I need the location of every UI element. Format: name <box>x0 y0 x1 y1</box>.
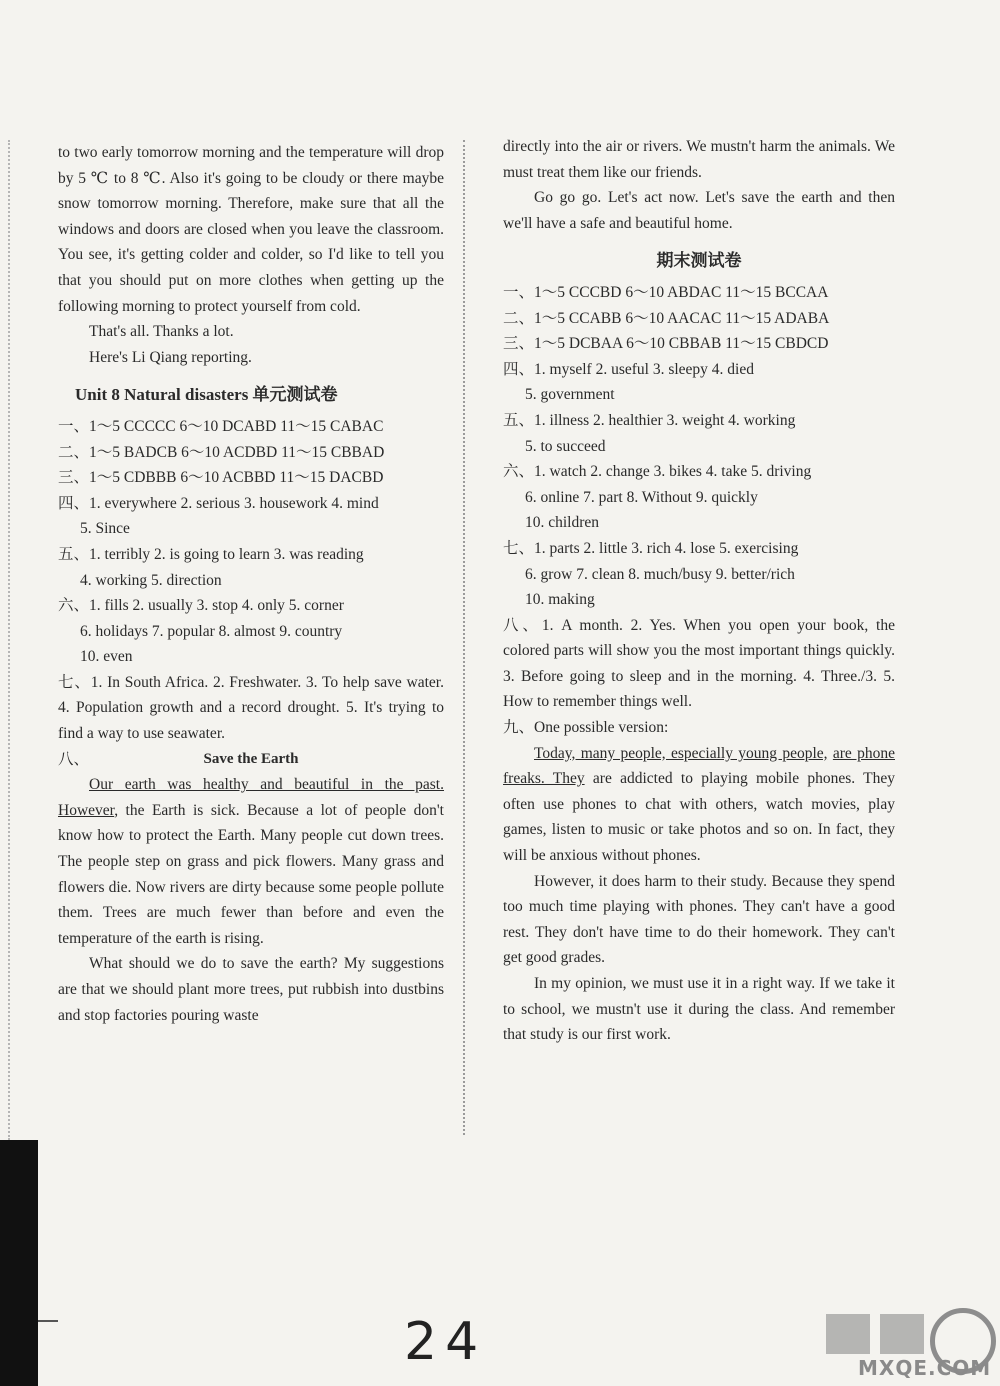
unit8-answer-row <box>58 440 444 466</box>
unit8-q8 <box>58 747 444 773</box>
watermark-block-mid <box>880 1314 924 1354</box>
answer-row-label: 五、 <box>58 545 90 563</box>
final-answer-row <box>503 306 895 332</box>
answer-row-label: 四、 <box>503 360 535 378</box>
final-answer-row <box>503 510 895 536</box>
answer-row-label: 一、 <box>503 283 535 301</box>
answer-row-label: 五、 <box>503 411 535 429</box>
final-q8-text: 1. A month. 2. Yes. When you open your book, the colored parts will show you the most important things quickly. 3. Before going to sleep and in the morning. 4. Three./3. 5. How to remember things well. <box>503 616 895 711</box>
answer-row-label: 七、 <box>503 539 535 557</box>
answer-row-text: 1～5 CCCBD 6～10 ABDAC 11～15 BCCAA <box>534 283 829 301</box>
intro-paragraph-1: to two early tomorrow morning and the temperature will drop by 5 ℃ to 8 ℃. Also it's going to be cloudy or there maybe snow tomorrow morning. Therefore, make sure that all the windows and doors are closed when you leave the classroom. You see, it's getting colder and colder, so I'd like to tell you that you should put on more clothes when getting up the following morning to protect yourself from cold. <box>58 144 444 315</box>
q7-label: 七、 <box>58 673 91 691</box>
final-answer-row <box>503 408 895 434</box>
final-essay-underlined-2: are phone freaks. They <box>503 744 895 788</box>
answer-row-label: 二、 <box>503 309 535 327</box>
essay-paragraph-2: What should we do to save the earth? My suggestions are that we should plant more trees, put rubbish into dustbins and stop factories pouring waste <box>58 955 444 1024</box>
essay-continued-2: Go go go. Let's act now. Let's save the earth and then we'll have a safe and beautiful home. <box>503 189 895 232</box>
final-exam-heading: 期末测试卷 <box>656 251 742 271</box>
answer-row-text: 1～5 CCABB 6～10 AACAC 11～15 ADABA <box>534 309 830 327</box>
intro-paragraph-2: That's all. Thanks a lot. <box>89 323 234 341</box>
unit8-answer-row <box>58 414 444 440</box>
final-answer-row <box>503 536 895 562</box>
final-q8 <box>503 613 895 715</box>
answer-row-text: 6. online 7. part 8. Without 9. quickly <box>525 488 758 506</box>
answer-row-text: 1～5 DCBAA 6～10 CBBAB 11～15 CBDCD <box>534 335 829 353</box>
essay-underlined-1: Our earth was healthy and beautiful in the past. <box>89 776 444 794</box>
answer-row-text: 1～5 BADCB 6～10 ACDBD 11～15 CBBAD <box>89 443 385 461</box>
answer-row-text: 10. children <box>525 514 600 532</box>
final-answer-row <box>503 382 895 408</box>
answer-row-text: 5. to succeed <box>525 437 606 455</box>
answer-row-text: 1. terribly 2. is going to learn 3. was reading <box>89 545 364 563</box>
answer-row-text: 5. government <box>525 386 615 404</box>
final-answer-row <box>503 357 895 383</box>
answer-row-text: 1. everywhere 2. serious 3. housework 4. mind <box>89 494 379 512</box>
final-essay-paragraph-3: In my opinion, we must use it in a right way. If we take it to school, we mustn't use it during the class. And remember that study is our first work. <box>503 975 895 1044</box>
answer-row-label: 四、 <box>58 494 90 512</box>
watermark-text: MXQE.COM <box>858 1356 992 1380</box>
essay-title: Save the Earth <box>203 750 299 767</box>
q7-text: 1. In South Africa. 2. Freshwater. 3. To help save water. 4. Population growth and a record drought. 5. It's trying to find a way to use seawater. <box>58 673 444 743</box>
final-answer-row <box>503 434 895 460</box>
final-q9-intro-text: One possible version: <box>534 719 669 737</box>
answer-row-text: 10. making <box>525 591 595 609</box>
final-answer-row <box>503 331 895 357</box>
answer-row-text: 1～5 CCCCC 6～10 DCABD 11～15 CABAC <box>89 417 384 435</box>
right-column <box>503 134 895 1048</box>
final-essay-p1-rest: are addicted to playing mobile phones. They often use phones to chat with others, watch movies, play games, listen to music or take photos and so on. In fact, they will be anxious without phones. <box>503 770 896 865</box>
answer-row-text: 1. fills 2. usually 3. stop 4. only 5. corner <box>89 597 344 615</box>
unit8-answer-row <box>58 542 444 568</box>
final-essay-paragraph-1 <box>503 741 895 869</box>
unit8-q7 <box>58 670 444 747</box>
scan-edge-shadow <box>0 1140 38 1386</box>
unit8-answer-row <box>58 516 444 542</box>
unit8-answer-row <box>58 491 444 517</box>
final-q9-label: 九、 <box>503 719 535 737</box>
unit8-heading: Unit 8 Natural disasters 单元测试卷 <box>75 385 338 405</box>
answer-row-text: 10. even <box>80 648 133 666</box>
answer-row-text: 1～5 CDBBB 6～10 ACBBD 11～15 DACBD <box>89 469 384 487</box>
answer-row-text: 6. holidays 7. popular 8. almost 9. country <box>80 622 343 640</box>
final-essay-underlined-1: Today, many people, especially young people, <box>534 744 828 762</box>
unit8-answer-row <box>58 619 444 645</box>
answer-row-label: 一、 <box>58 417 90 435</box>
unit8-answer-row <box>58 568 444 594</box>
q8-label: 八、 <box>58 750 90 768</box>
answer-row-text: 1. watch 2. change 3. bikes 4. take 5. driving <box>534 463 812 481</box>
final-answer-row <box>503 562 895 588</box>
binding-edge <box>8 140 10 1140</box>
answer-row-label: 二、 <box>58 443 90 461</box>
final-answer-row <box>503 587 895 613</box>
unit8-answer-row <box>58 593 444 619</box>
essay-underlined-2: However <box>58 801 115 819</box>
intro-paragraph-3: Here's Li Qiang reporting. <box>89 348 252 366</box>
unit8-answer-list <box>58 414 444 670</box>
unit8-answer-row <box>58 644 444 670</box>
answer-row-text: 6. grow 7. clean 8. much/busy 9. better/rich <box>525 565 795 583</box>
answer-row-label: 六、 <box>58 597 90 615</box>
essay-paragraph-1 <box>58 772 444 951</box>
watermark-block-left <box>826 1314 870 1354</box>
unit8-answer-row <box>58 465 444 491</box>
page-number: 24 <box>404 1312 487 1372</box>
final-answer-row <box>503 280 895 306</box>
answer-row-text: 5. Since <box>80 520 130 538</box>
answer-row-label: 三、 <box>503 335 535 353</box>
answer-row-text: 4. working 5. direction <box>80 571 222 589</box>
final-answer-row <box>503 459 895 485</box>
answer-row-label: 六、 <box>503 463 535 481</box>
bottom-rule <box>38 1320 58 1322</box>
left-column <box>58 140 444 1028</box>
final-answer-row <box>503 485 895 511</box>
final-q9-intro <box>503 715 895 741</box>
final-answer-list <box>503 280 895 613</box>
essay-p1-rest: , the Earth is sick. Because a lot of people don't know how to protect the Earth. Many people cut down trees. The people step on grass and pick flowers. Many grass and flowers die. Now rivers are dirty because some people pollute them. Trees are much fewer than before and even the temperature of the earth is rising. <box>58 801 444 947</box>
final-q8-label: 八、 <box>503 616 542 634</box>
answer-row-text: 1. parts 2. little 3. rich 4. lose 5. exercising <box>534 539 799 557</box>
answer-row-label: 三、 <box>58 469 90 487</box>
answer-row-text: 1. myself 2. useful 3. sleepy 4. died <box>534 360 754 378</box>
answer-row-text: 1. illness 2. healthier 3. weight 4. working <box>534 411 796 429</box>
essay-continued-1: directly into the air or rivers. We mustn't harm the animals. We must treat them like our friends. <box>503 138 895 181</box>
final-essay-paragraph-2: However, it does harm to their study. Because they spend too much time playing with phones. They can't have a good rest. They don't have time to do their homework. They can't get good grades. <box>503 872 895 967</box>
column-divider <box>463 140 465 1135</box>
